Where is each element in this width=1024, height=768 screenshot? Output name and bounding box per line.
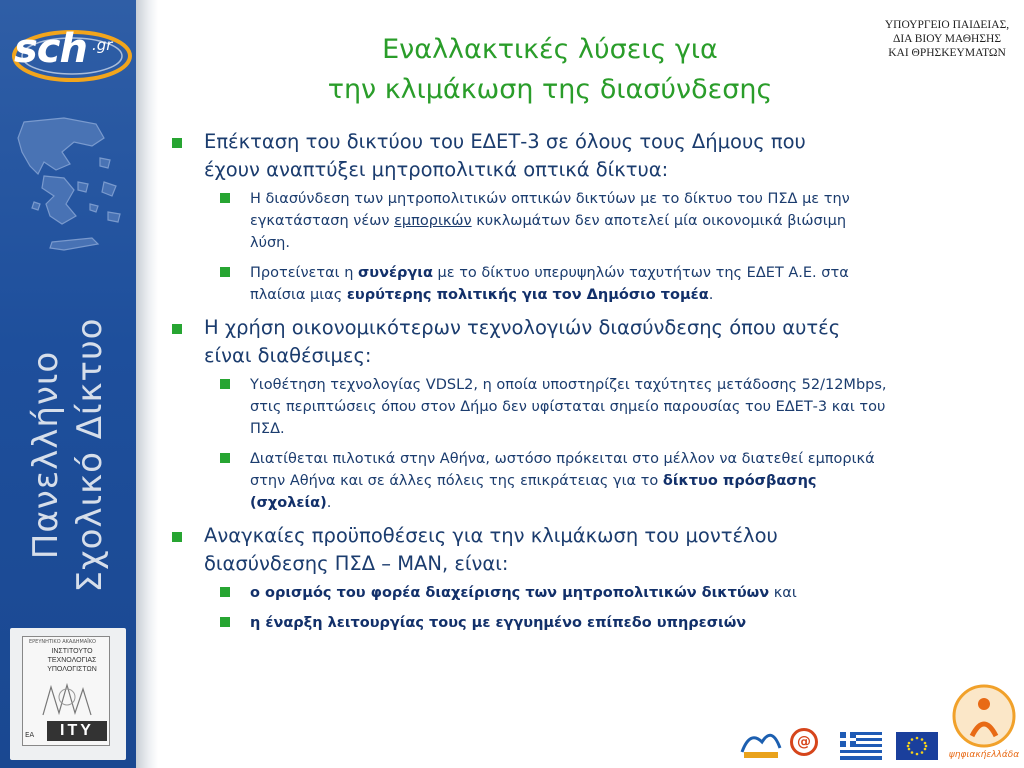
ministry-label — [872, 18, 1022, 60]
ity-logo-acronym: ΙΤΥ — [47, 721, 107, 741]
at-symbol: @ — [797, 734, 811, 750]
sch-logo-gr-text: .gr — [92, 36, 113, 54]
psifiaki-ellada-logo[interactable] — [946, 682, 1022, 766]
square-bullet-icon — [220, 453, 230, 463]
slide-content — [168, 128, 968, 642]
vertical-title-line1: Πανελλήνιο — [26, 350, 66, 560]
square-bullet-icon — [220, 379, 230, 389]
athens-2004-logo-icon[interactable] — [738, 722, 784, 762]
sub-bullet-text: και — [769, 585, 797, 601]
bullet-item — [168, 128, 968, 184]
bullet-text-line1: Η χρήση οικονομικότερων τεχνολογιών διασύνδεσης όπου αυτές — [204, 316, 841, 339]
ity-institute-line3: ΥΠΟΛΟΓΙΣΤΩΝ — [47, 666, 97, 673]
ity-logo-ea: ΕΑ — [25, 731, 35, 739]
sub-bullet-text: Υιοθέτηση τεχνολογίας VDSL2, η οποία υποστηρίζει ταχύτητες μετάδοσης 52/12Mbps, στις περιπτώσεις όπου στον Δήμο δεν υφίσταται σημείο παρουσίας του ΕΔΕΤ-3 και του ΠΣΔ. — [250, 377, 887, 437]
sub-bullet-text: Προτείνεται η — [250, 265, 358, 281]
sub-bullet-item — [168, 448, 890, 514]
psifiaki-ellada-figure-icon — [946, 682, 1022, 752]
bullet-text-line1: Αναγκαίες προϋποθέσεις για την κλιμάκωση του μοντέλου — [204, 524, 778, 547]
ity-institute-line1: ΙΝΣΤΙΤΟΥΤΟ — [51, 648, 93, 655]
square-bullet-icon — [220, 587, 230, 597]
square-bullet-icon — [220, 617, 230, 627]
sub-bullet-bold: συνέργια — [358, 265, 433, 281]
page-title — [220, 30, 880, 110]
sub-bullet-bold: δίκτυο πρόσβασης (σχολεία) — [250, 473, 817, 511]
ministry-line2: ΔΙΑ ΒΙΟΥ ΜΑΘΗΣΗΣ — [892, 33, 1002, 45]
bullet-item — [168, 522, 968, 578]
sub-bullet-underlined: εμπορικών — [394, 213, 472, 229]
bullet-text-line2: έχουν αναπτύξει μητροπολιτικά οπτικά δίκτυα: — [204, 158, 669, 181]
ity-logo-frame — [22, 636, 110, 746]
sub-bullet-text: Η διασύνδεση των μητροπολιτικών οπτικών δικτύων με το δίκτυο του ΠΣΔ με την εγκατάσταση νέων — [250, 191, 850, 229]
square-bullet-icon — [220, 193, 230, 203]
sub-bullet-item — [168, 582, 890, 604]
vertical-title-line2: Σχολικό Δίκτυο — [70, 317, 110, 593]
sub-bullet-text: . — [326, 495, 332, 511]
sub-bullet-text: . — [708, 287, 714, 303]
sch-gr-logo[interactable] — [10, 22, 132, 88]
ity-logo-small-text: ΕΡΕΥΝΗΤΙΚΟ ΑΚΑΔΗΜΑΪΚΟ — [29, 639, 96, 645]
greece-map-icon — [4, 112, 130, 262]
sub-bullet-text: κυκλωμάτων δεν αποτελεί μία οικονομικά βιώσιμη λύση. — [250, 213, 847, 251]
page-title-line1: Εναλλακτικές λύσεις για — [382, 34, 718, 65]
sub-bullet-text: Διατίθεται πιλοτικά στην Αθήνα, ωστόσο πρόκειται στο μέλλον να διατεθεί εμπορικά στην Αθήνα και σε άλλες πόλεις της επικράτειας για το — [250, 451, 875, 489]
bullet-item — [168, 314, 968, 370]
ministry-line1: ΥΠΟΥΡΓΕΙΟ ΠΑΙΔΕΙΑΣ, — [884, 19, 1010, 31]
bullet-text-line2: είναι διαθέσιμες: — [204, 344, 372, 367]
vertical-title — [24, 318, 112, 593]
ity-logo-drawing-icon — [37, 677, 97, 719]
bullet-text-line2: διασύνδεσης ΠΣΔ – MAN, είναι: — [204, 552, 509, 575]
sub-bullet-item — [168, 374, 890, 440]
sch-logo-text: sch — [14, 26, 87, 72]
ministry-line3: ΚΑΙ ΘΡΗΣΚΕΥΜΑΤΩΝ — [888, 47, 1006, 59]
sub-bullet-item — [168, 262, 900, 306]
bullet-text-line1: Επέκταση του δικτύου του ΕΔΕΤ-3 σε όλους τους Δήμους που — [204, 130, 806, 153]
sub-bullet-item — [168, 188, 890, 254]
square-bullet-icon — [172, 532, 182, 542]
page-title-line2: την κλιμάκωση της διασύνδεσης — [327, 74, 773, 105]
eu-flag-icon — [896, 732, 938, 760]
sidebar — [0, 0, 136, 768]
sub-bullet-bold: η έναρξη λειτουργίας τους με εγγυημένο επίπεδο υπηρεσιών — [250, 615, 747, 631]
ity-institute-line2: ΤΕΧΝΟΛΟΓΙΑΣ — [47, 657, 97, 664]
square-bullet-icon — [220, 267, 230, 277]
greek-flag-icon — [840, 732, 882, 760]
ity-logo-institute — [37, 647, 107, 674]
sub-bullet-bold: ο ορισμός του φορέα διαχείρισης των μητροπολιτικών δικτύων — [250, 585, 770, 601]
square-bullet-icon — [172, 138, 182, 148]
psifiaki-ellada-label: ψηφιακήελλάδα — [948, 750, 1020, 760]
sub-bullet-bold: ευρύτερης πολιτικής για τον Δημόσιο τομέα — [346, 287, 709, 303]
sidebar-shadow — [136, 0, 158, 768]
sub-bullet-text: με το δίκτυο υπερυψηλών ταχυτήτων της ΕΔΕΤ Α.Ε. στα πλαίσια μιας — [250, 265, 849, 303]
at-logo-icon[interactable] — [790, 728, 818, 756]
sub-bullet-item — [168, 612, 890, 634]
ity-logo[interactable] — [10, 628, 126, 760]
square-bullet-icon — [172, 324, 182, 334]
